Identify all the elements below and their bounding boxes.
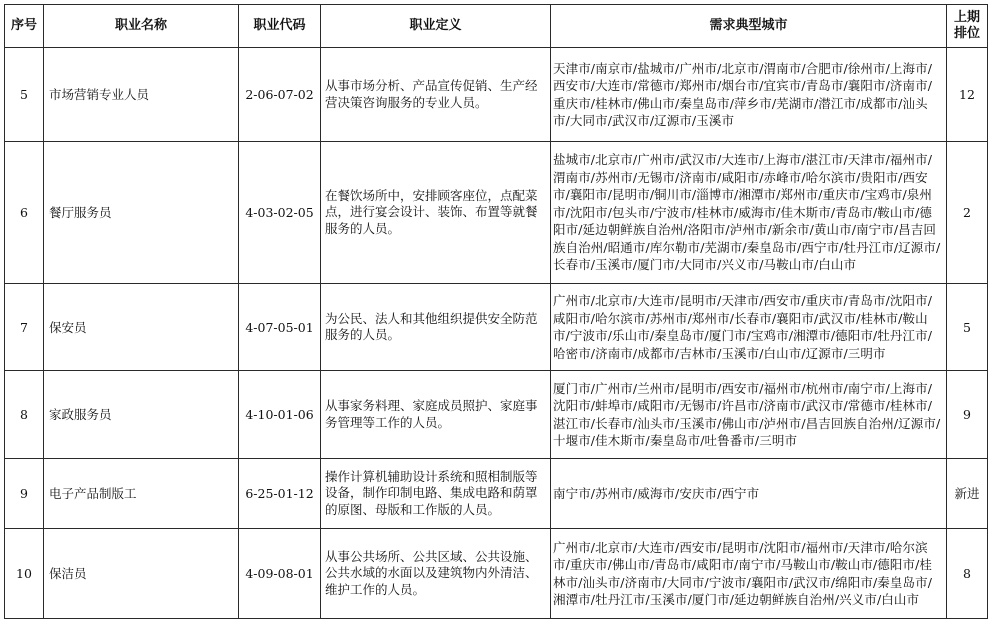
row-code: 4-09-08-01 (239, 529, 321, 619)
row-code: 4-10-01-06 (239, 371, 321, 459)
row-index: 5 (5, 48, 44, 142)
row-rank: 12 (947, 48, 988, 142)
row-rank: 5 (947, 284, 988, 371)
table-row (5, 284, 988, 371)
row-definition: 从事市场分析、产品宣传促销、生产经营决策咨询服务的专业人员。 (321, 48, 551, 142)
header-cities: 需求典型城市 (551, 5, 947, 48)
row-definition: 在餐饮场所中，安排顾客座位，点配菜点，进行宴会设计、装饰、布置等就餐服务的人员。 (321, 142, 551, 284)
row-cities: 天津市/南京市/盐城市/广州市/北京市/渭南市/合肥市/徐州市/上海市/西安市/大连市/常德市/郑州市/烟台市/宜宾市/青岛市/襄阳市/济南市/重庆市/桂林市/佛山市/秦皇岛市/萍乡市/芜湖市/潜江市/成都市/汕头市/大同市/武汉市/辽源市/玉溪市 (551, 48, 947, 142)
occupation-demand-table (4, 4, 988, 619)
row-cities: 南宁市/苏州市/威海市/安庆市/西宁市 (551, 459, 947, 529)
row-name: 保安员 (44, 284, 239, 371)
row-name: 市场营销专业人员 (44, 48, 239, 142)
row-code: 6-25-01-12 (239, 459, 321, 529)
header-code: 职业代码 (239, 5, 321, 48)
row-cities: 厦门市/广州市/兰州市/昆明市/西安市/福州市/杭州市/南宁市/上海市/沈阳市/蚌埠市/咸阳市/无锡市/许昌市/济南市/武汉市/常德市/桂林市/湛江市/长春市/汕头市/玉溪市/佛山市/泸州市/昌吉回族自治州/辽源市/十堰市/佳木斯市/秦皇岛市/吐鲁番市/三明市 (551, 371, 947, 459)
row-cities: 盐城市/北京市/广州市/武汉市/大连市/上海市/湛江市/天津市/福州市/渭南市/苏州市/无锡市/济南市/咸阳市/赤峰市/哈尔滨市/贵阳市/西安市/襄阳市/昆明市/铜川市/淄博市/湘潭市/郑州市/重庆市/宝鸡市/泉州市/沈阳市/包头市/宁波市/桂林市/威海市/佳木斯市/青岛市/鞍山市/德阳市/延边朝鲜族自治州/洛阳市/泸州市/新余市/黄山市/南宁市/昌吉回族自治州/昭通市/库尔勒市/芜湖市/秦皇岛市/西宁市/牡丹江市/辽源市/长春市/玉溪市/厦门市/大同市/兴义市/马鞍山市/白山市 (551, 142, 947, 284)
header-definition: 职业定义 (321, 5, 551, 48)
row-cities: 广州市/北京市/大连市/西安市/昆明市/沈阳市/福州市/天津市/哈尔滨市/重庆市/佛山市/青岛市/咸阳市/南宁市/马鞍山市/鞍山市/德阳市/桂林市/汕头市/济南市/大同市/宁波市/襄阳市/武汉市/绵阳市/秦皇岛市/湘潭市/牡丹江市/玉溪市/厦门市/延边朝鲜族自治州/兴义市/白山市 (551, 529, 947, 619)
row-rank: 9 (947, 371, 988, 459)
row-name: 电子产品制版工 (44, 459, 239, 529)
occupation-table-container (4, 4, 987, 619)
row-name: 家政服务员 (44, 371, 239, 459)
row-definition: 从事公共场所、公共区域、公共设施、公共水域的水面以及建筑物内外清洁、维护工作的人员。 (321, 529, 551, 619)
row-name: 保洁员 (44, 529, 239, 619)
header-rank: 上期排位 (947, 5, 988, 48)
row-definition: 从事家务料理、家庭成员照护、家庭事务管理等工作的人员。 (321, 371, 551, 459)
table-row (5, 529, 988, 619)
row-index: 9 (5, 459, 44, 529)
header-index: 序号 (5, 5, 44, 48)
row-name: 餐厅服务员 (44, 142, 239, 284)
table-row (5, 459, 988, 529)
table-row (5, 48, 988, 142)
row-index: 10 (5, 529, 44, 619)
row-index: 6 (5, 142, 44, 284)
row-rank: 2 (947, 142, 988, 284)
table-row (5, 142, 988, 284)
table-row (5, 371, 988, 459)
row-rank: 新进 (947, 459, 988, 529)
row-cities: 广州市/北京市/大连市/昆明市/天津市/西安市/重庆市/青岛市/沈阳市/咸阳市/哈尔滨市/苏州市/郑州市/长春市/襄阳市/武汉市/桂林市/鞍山市/宁波市/乐山市/秦皇岛市/厦门市/宝鸡市/湘潭市/德阳市/牡丹江市/哈密市/济南市/成都市/吉林市/玉溪市/白山市/辽源市/三明市 (551, 284, 947, 371)
row-code: 4-03-02-05 (239, 142, 321, 284)
row-code: 4-07-05-01 (239, 284, 321, 371)
table-header-row (5, 5, 988, 48)
row-rank: 8 (947, 529, 988, 619)
row-index: 8 (5, 371, 44, 459)
row-definition: 操作计算机辅助设计系统和照相制版等设备，制作印制电路、集成电路和荫罩的原图、母版和工作版的人员。 (321, 459, 551, 529)
row-definition: 为公民、法人和其他组织提供安全防范服务的人员。 (321, 284, 551, 371)
row-index: 7 (5, 284, 44, 371)
header-name: 职业名称 (44, 5, 239, 48)
row-code: 2-06-07-02 (239, 48, 321, 142)
